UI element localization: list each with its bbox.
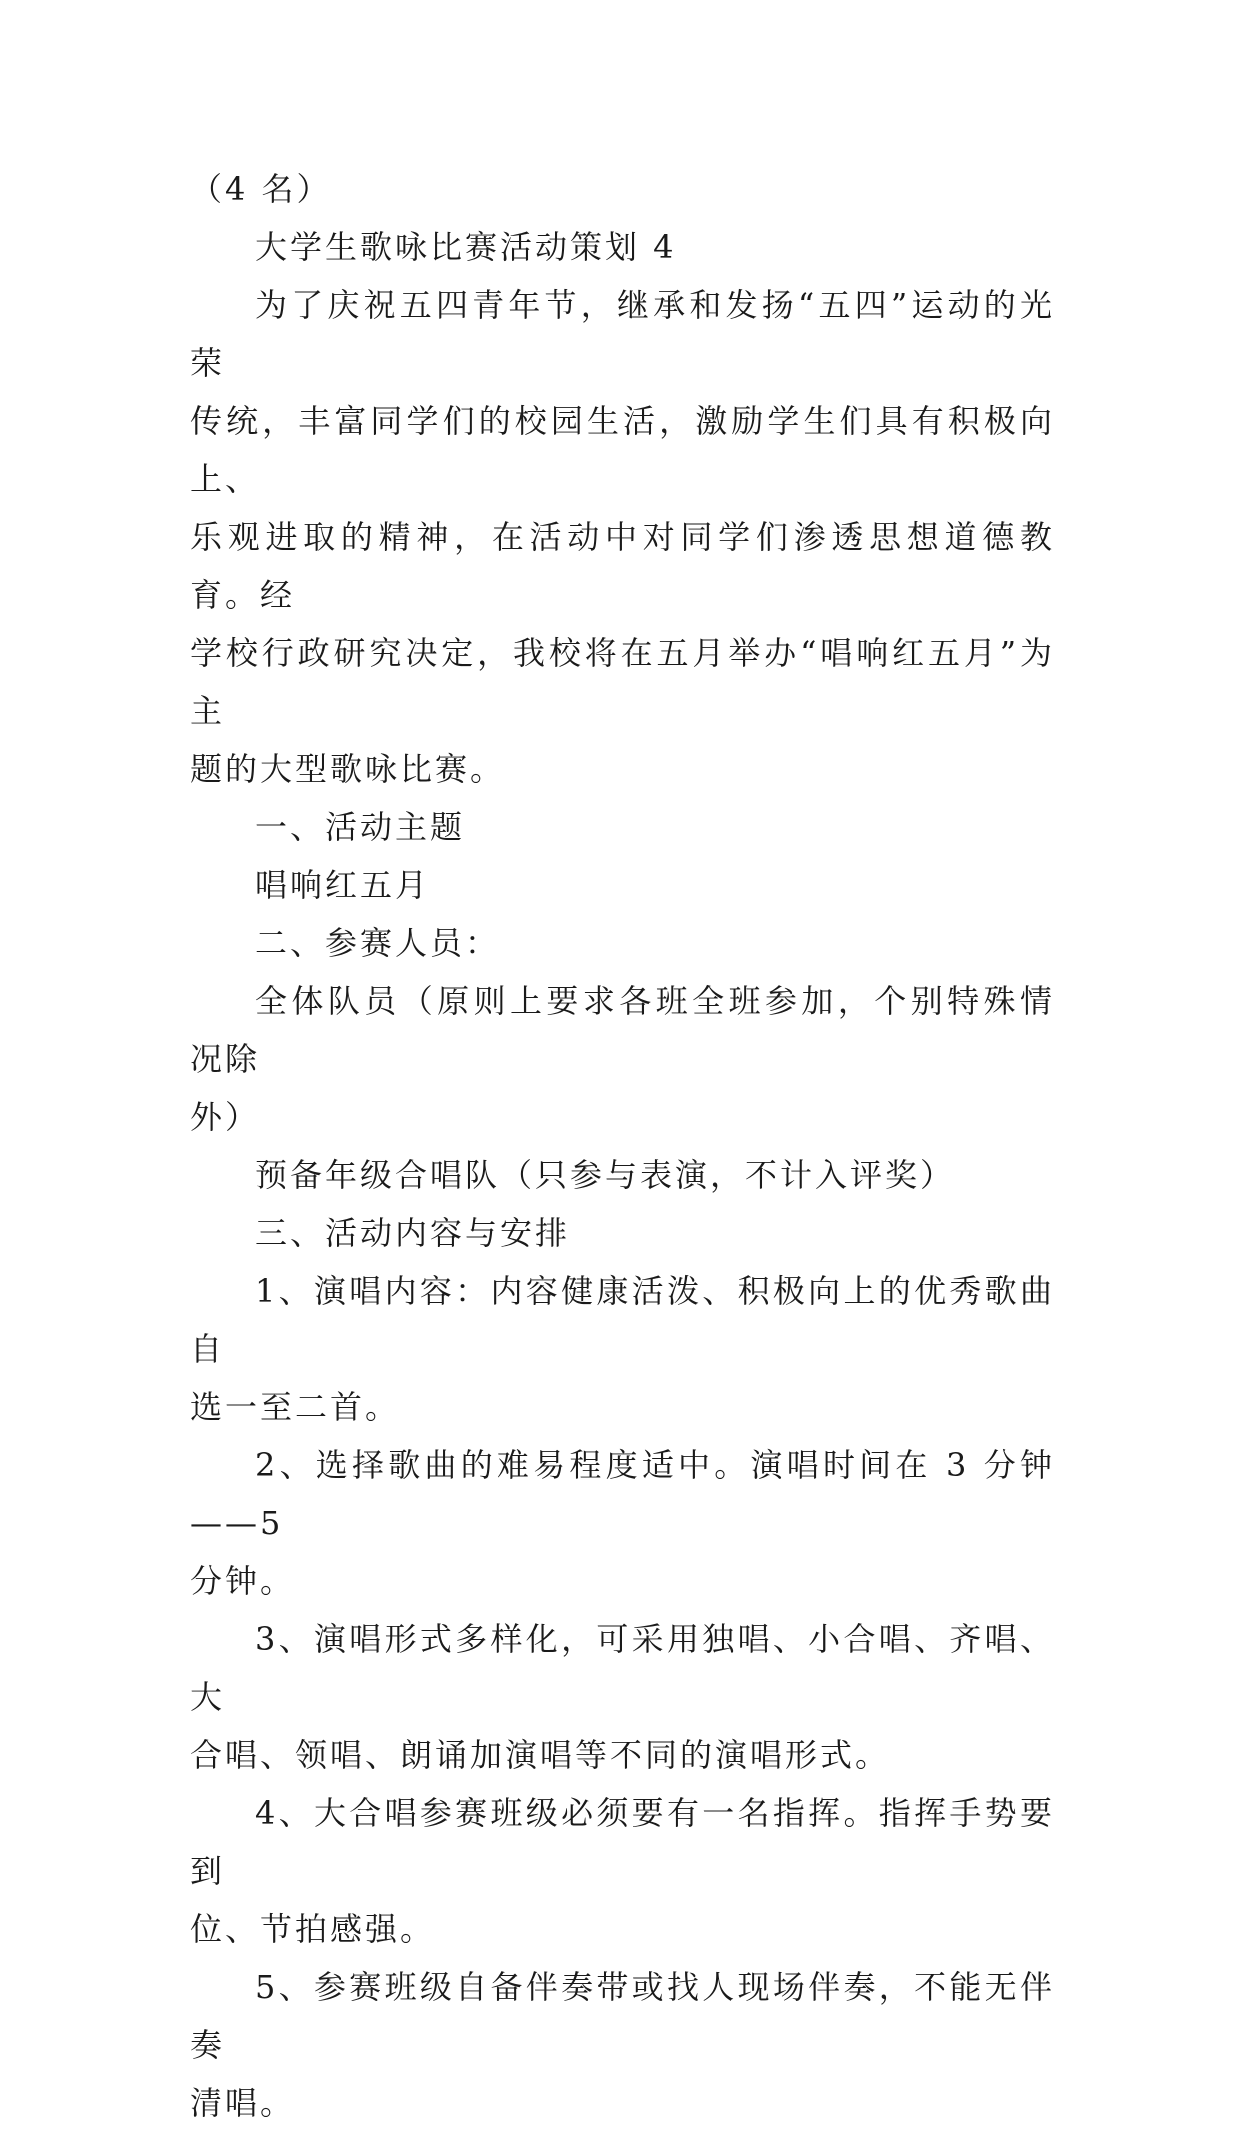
text-line: 为了庆祝五四青年节，继承和发扬“五四”运动的光荣 [190,286,1055,382]
text-line: 传统，丰富同学们的校园生活，激励学生们具有积极向上、 [190,402,1055,498]
text-line: 学校行政研究决定，我校将在五月举办“唱响红五月”为主 [190,634,1055,730]
text-line: 选一至二首。 [190,1388,401,1426]
item-3 [190,1610,1055,1784]
choir-paragraph [190,1146,1055,1204]
text-line: 5、参赛班级自备伴奏带或找人现场伴奏，不能无伴奏 [190,1968,1055,2064]
text-line: 唱响红五月 [255,866,431,904]
text-line: 2、选择歌曲的难易程度适中。演唱时间在 3 分钟——5 [190,1446,1055,1542]
item-2 [190,1436,1055,1610]
text-line: 3、演唱形式多样化，可采用独唱、小合唱、齐唱、大 [190,1620,1055,1716]
heading-content [190,1204,1055,1262]
text-line: 清唱。 [190,2084,296,2122]
intro-paragraph [190,276,1055,798]
participants-paragraph [190,972,1055,1146]
text-line: 外） [190,1098,261,1136]
item-4 [190,1784,1055,1958]
text-line: 分钟。 [190,1562,296,1600]
text-line: 合唱、领唱、朗诵加演唱等不同的演唱形式。 [190,1736,891,1774]
section-title [190,218,1055,276]
text-line: 位、节拍感强。 [190,1910,436,1948]
theme-text [190,856,1055,914]
paragraph-count-note [190,160,1055,218]
text-line: 一、活动主题 [255,808,466,846]
item-5 [190,1958,1055,2132]
text-line: 预备年级合唱队（只参与表演，不计入评奖） [255,1156,956,1194]
item-1 [190,1262,1055,1436]
document-body [190,160,1055,2132]
heading-theme [190,798,1055,856]
text-line: （4 名） [190,170,332,208]
text-line: 1、演唱内容：内容健康活泼、积极向上的优秀歌曲自 [190,1272,1055,1368]
text-line: 题的大型歌咏比赛。 [190,750,506,788]
text-line: 大学生歌咏比赛活动策划 4 [255,228,677,266]
text-line: 全体队员（原则上要求各班全班参加，个别特殊情况除 [190,982,1055,1078]
text-line: 4、大合唱参赛班级必须要有一名指挥。指挥手势要到 [190,1794,1055,1890]
text-line: 乐观进取的精神，在活动中对同学们渗透思想道德教育。经 [190,518,1055,614]
text-line: 二、参赛人员： [255,924,501,962]
text-line: 三、活动内容与安排 [255,1214,571,1252]
heading-participants [190,914,1055,972]
